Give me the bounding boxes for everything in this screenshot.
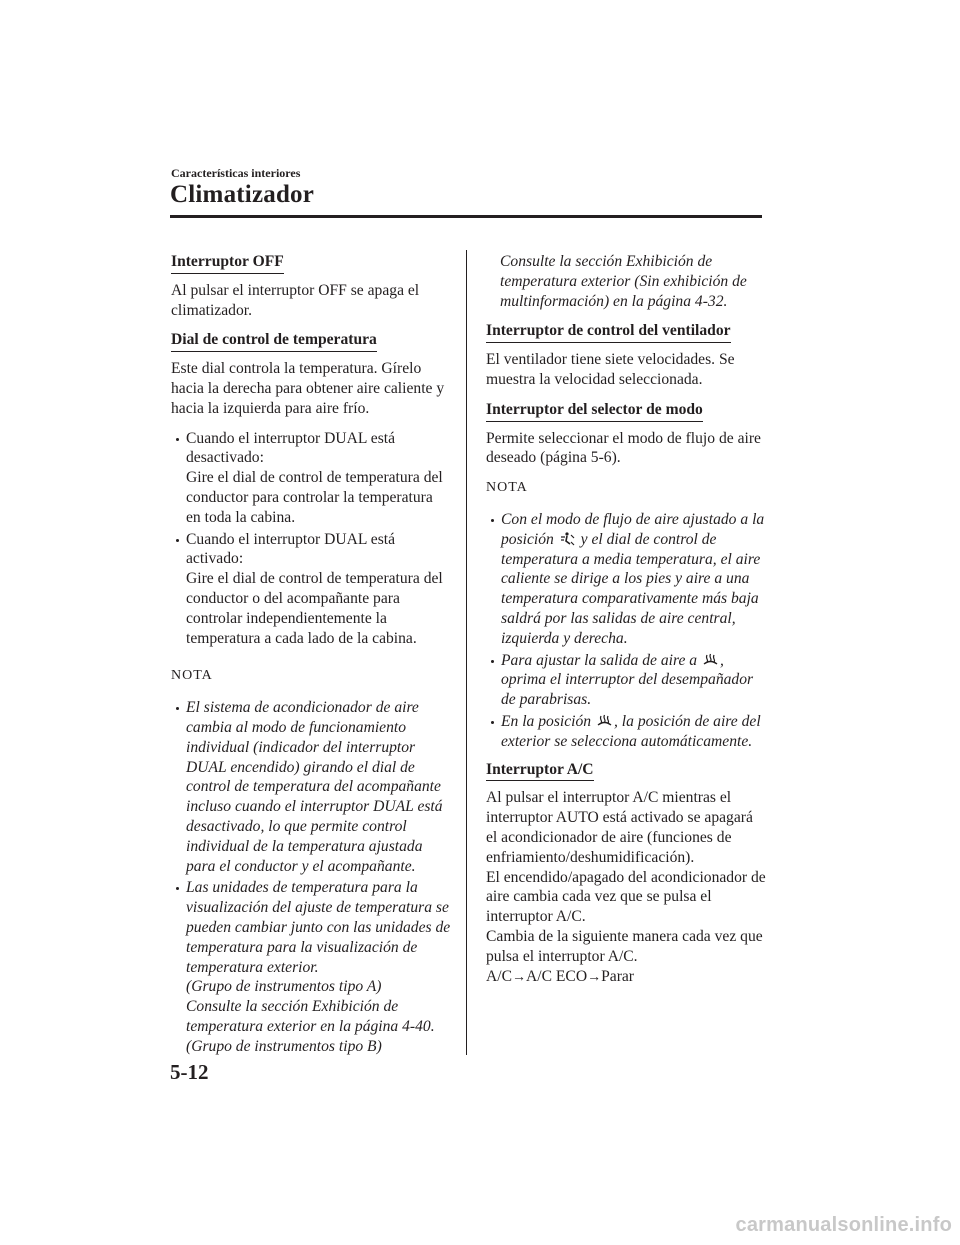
nota-label: NOTA	[171, 668, 213, 684]
chapter-title: Climatizador	[170, 181, 315, 208]
off-text: Al pulsar el interruptor OFF se apaga el climatizador.	[171, 281, 420, 319]
temp-heading: Dial de control de temperatura	[171, 330, 377, 352]
list-item: Cuando el interruptor DUAL está activado: Gire el dial de control de temperatura del conductor o del acompañante para controlar independientemente la temperatura a cada lado de la cabina.	[172, 530, 451, 649]
temp-text: Este dial controla la temperatura. Gírelo hacia la derecha para obtener aire caliente y hacia la izquierda para aire frío.	[171, 360, 445, 417]
nota-text: Para ajustar la salida de aire a	[501, 651, 701, 669]
list-item: Cuando el interruptor DUAL está desactivado: Gire el dial de control de temperatura del conductor para controlar la temperatura en toda la cabina.	[172, 429, 451, 528]
nota-text: , oprima el interruptor del desempañador de parabrisas.	[501, 651, 754, 709]
section-label: Características interiores	[171, 166, 301, 180]
nota-text: Con el modo de flujo de aire ajustado a la posición	[501, 510, 765, 548]
watermark[interactable]: carmanualsonline.info	[735, 1214, 952, 1236]
ac-text-1: Al pulsar el interruptor A/C mientras el interruptor AUTO está activado se apagará el acondicionador de aire (funciones de enfriamiento/deshumidificación).	[486, 789, 753, 866]
ac-seq-item: A/C ECO	[526, 967, 588, 985]
nota-text: y el dial de control de temperatura a media temperatura, el aire caliente se dirige a los pies y aire a una temperatura comparativamente más baja saldrá por las salidas de aire central, izquierda y derecha.	[501, 530, 761, 647]
nota-label: NOTA	[486, 480, 528, 496]
arrow-icon: →	[587, 969, 602, 985]
column-divider	[466, 250, 467, 1055]
fan-heading: Interruptor de control del ventilador	[486, 321, 731, 343]
arrow-icon: →	[512, 969, 526, 985]
fan-text: El ventilador tiene siete velocidades. Se muestra la velocidad seleccionada.	[486, 351, 735, 388]
mode-text: Permite seleccionar el modo de flujo de aire deseado (página 5-6).	[486, 429, 761, 467]
ac-seq-item: A/C	[486, 967, 512, 985]
mode-heading: Interruptor del selector de modo	[486, 400, 703, 422]
right-column	[486, 252, 768, 987]
nota-list	[172, 698, 451, 1056]
list-item: Las unidades de temperatura para la visualización del ajuste de temperatura se pueden cambiar junto con las unidades de temperatura para la visualización de temperatura exterior. (Grupo de instrumentos tipo A) Consulte la sección Exhibición de temperatura exterior en la página 4-40. (Grupo de instrumentos tipo B)	[172, 878, 451, 1056]
nota-text: En la posición	[501, 712, 595, 730]
list-item: El sistema de acondicionador de aire cambia al modo de funcionamiento individual (indicador del interruptor DUAL encendido) girando el dial de control de temperatura del acompañante incluso cuando el interruptor DUAL está desactivado, lo que permite control individual de la temperatura ajustada para el conductor y el acompañante.	[172, 698, 451, 876]
windshield-defroster-icon	[703, 653, 718, 667]
ac-seq-item: Parar	[601, 967, 634, 985]
list-item	[487, 651, 768, 710]
nota-text: , la posición de aire del exterior se selecciona automáticamente.	[501, 712, 761, 750]
mode-nota-list	[487, 510, 768, 752]
windshield-defroster-icon	[597, 714, 612, 728]
ac-heading: Interruptor A/C	[486, 760, 594, 782]
temp-bullet-list	[172, 429, 451, 649]
left-column	[171, 252, 451, 1064]
nota-continued: Consulte la sección Exhibición de temperatura exterior (Sin exhibición de multinformación) en la página 4-32.	[500, 253, 747, 310]
off-heading: Interruptor OFF	[171, 252, 284, 274]
list-item	[487, 510, 768, 649]
list-item	[487, 712, 768, 752]
ac-sequence	[486, 968, 634, 985]
ac-text-2: El encendido/apagado del acondicionador de aire cambia cada vez que se pulsa el interruptor A/C.	[486, 868, 766, 926]
header-rule	[170, 215, 762, 218]
ac-text	[486, 788, 768, 987]
page-number: 5-12	[170, 1060, 209, 1084]
bi-level-airflow-icon	[560, 532, 575, 546]
ac-text-3: Cambia de la siguiente manera cada vez que pulsa el interruptor A/C.	[486, 927, 763, 965]
